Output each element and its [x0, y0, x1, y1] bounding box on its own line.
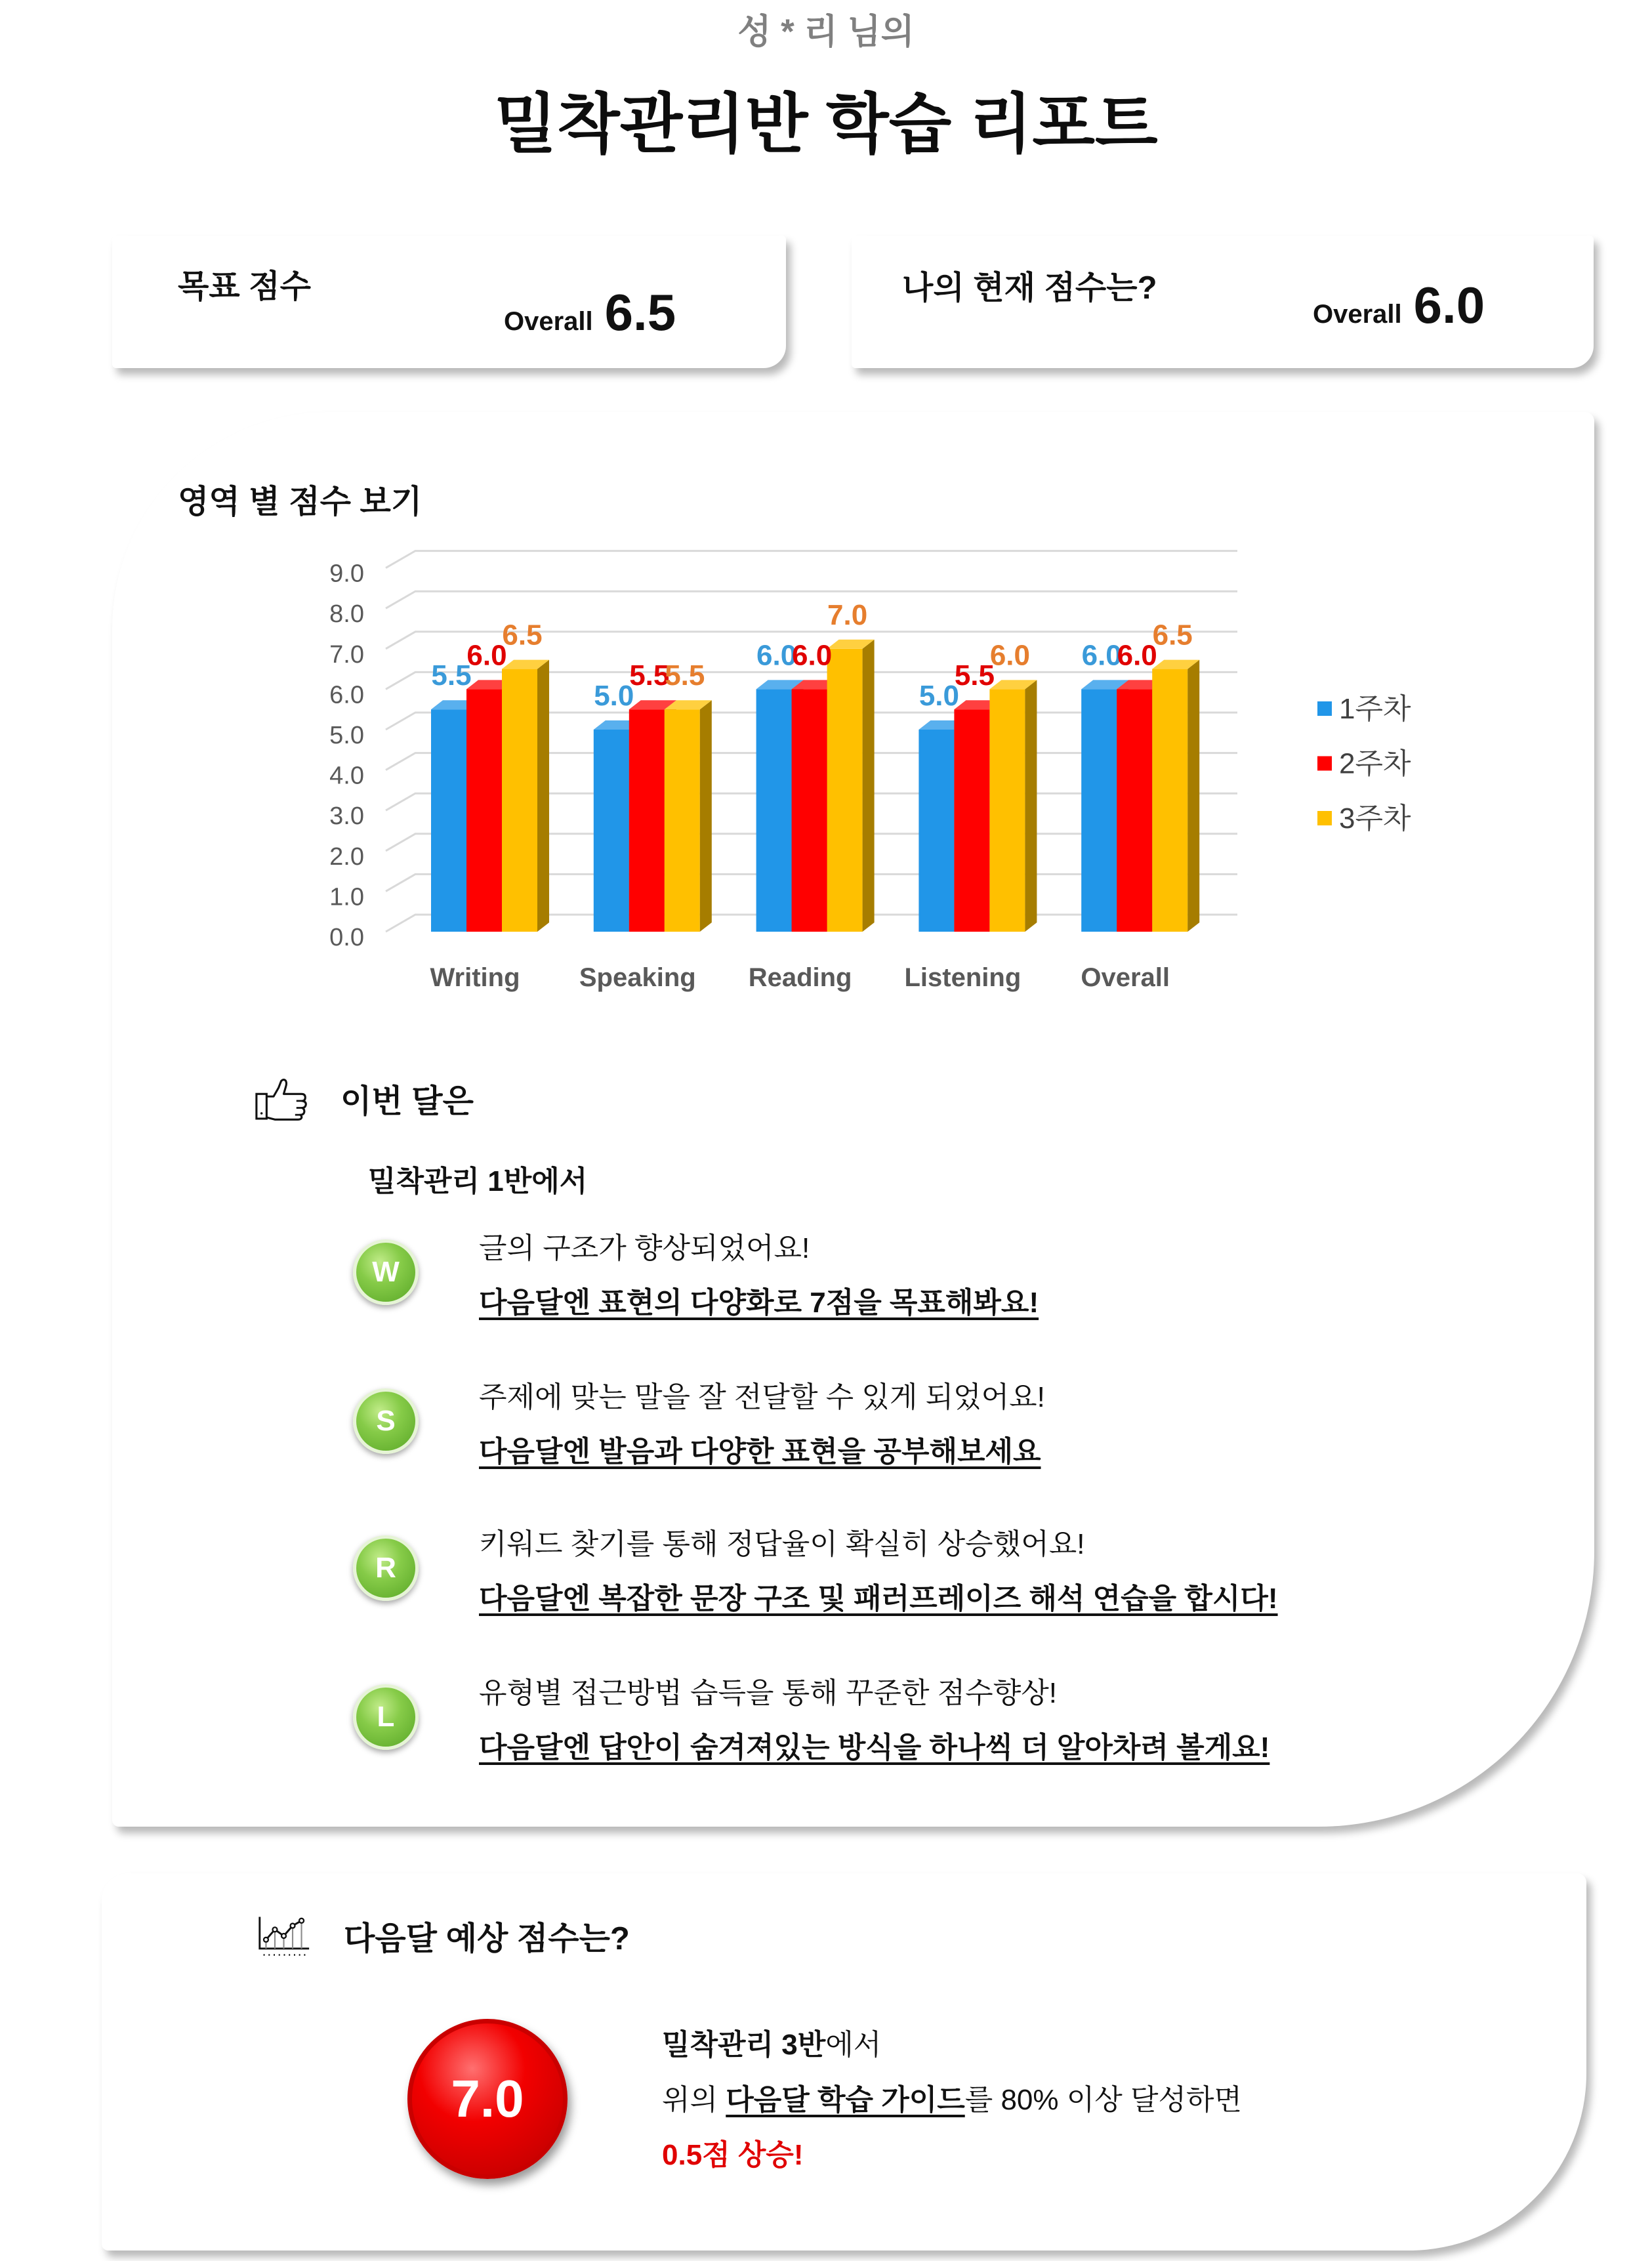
- feedback-comment: 주제에 맞는 말을 잘 전달할 수 있게 되었어요!: [479, 1381, 1045, 1413]
- legend-label: 2주차: [1339, 747, 1411, 780]
- data-label: 5.5: [629, 659, 670, 692]
- data-label: 6.0: [1081, 639, 1122, 672]
- bar-side: [537, 660, 549, 932]
- scores-section-title: 영역 별 점수 보기: [178, 484, 423, 520]
- next-class-name: 밀착관리 3반: [662, 2029, 826, 2061]
- feedback-comment: 글의 구조가 향상되었어요!: [479, 1232, 810, 1264]
- legend-label: 1주차: [1339, 693, 1411, 725]
- feedback-goal: 다음달엔 발음과 다양한 표현을 공부해보세요: [479, 1436, 1041, 1468]
- y-tick-label: 1.0: [329, 883, 364, 911]
- target-overall-label: Overall: [504, 307, 593, 336]
- target-overall: [504, 283, 676, 341]
- bar-side: [1025, 680, 1037, 932]
- bar-front: [629, 709, 665, 932]
- data-label: 5.0: [919, 680, 959, 712]
- bar-front: [756, 689, 792, 932]
- bar-overall-series-3: [1152, 660, 1199, 932]
- current-score-label: 나의 현재 점수는?: [902, 270, 1157, 306]
- target-score-card: [112, 236, 786, 368]
- bar-front: [1152, 669, 1187, 932]
- feedback-item-speaking: [353, 1370, 1567, 1488]
- next-month-line1: [662, 2018, 1242, 2073]
- bar-front: [502, 669, 537, 932]
- x-category-label: Listening: [904, 963, 1022, 992]
- bar-side: [1187, 660, 1199, 932]
- bar-front: [466, 689, 502, 932]
- bar-reading-series-3: [827, 640, 875, 932]
- data-label: 6.0: [466, 639, 507, 672]
- feedback-text: [479, 1221, 1039, 1330]
- gridline: [386, 591, 1237, 608]
- current-overall-score: 6.0: [1413, 276, 1485, 334]
- feedback-goal: 다음달엔 답안이 숨겨져있는 방식을 하나씩 더 알아차려 볼게요!: [479, 1732, 1270, 1764]
- next-month-line2: [662, 2073, 1242, 2128]
- y-tick-label: 4.0: [329, 762, 364, 790]
- y-tick-label: 0.0: [329, 924, 364, 951]
- bar-front: [827, 649, 863, 932]
- feedback-item-reading: [353, 1517, 1567, 1635]
- scores-section-card: [112, 412, 1594, 1827]
- feedback-text: [479, 1370, 1045, 1479]
- bar-front: [665, 709, 700, 932]
- bar-front: [919, 730, 954, 932]
- reading-badge: R: [353, 1535, 419, 1601]
- y-tick-label: 6.0: [329, 681, 364, 709]
- legend-swatch: [1317, 701, 1332, 716]
- bar-front: [1081, 689, 1117, 932]
- bar-front: [792, 689, 827, 932]
- bar-side: [700, 700, 712, 932]
- bar-writing-series-3: [502, 660, 549, 932]
- current-overall-label: Overall: [1313, 300, 1402, 329]
- data-label: 5.5: [431, 659, 472, 692]
- data-label: 6.0: [792, 639, 833, 672]
- speaking-badge: S: [353, 1388, 419, 1454]
- y-tick-label: 3.0: [329, 802, 364, 831]
- data-label: 6.0: [756, 639, 797, 672]
- next-class-suffix: 에서: [825, 2029, 882, 2061]
- score-increase-text: 0.5점 상승!: [662, 2139, 804, 2171]
- guide-suffix: 를 80% 이상 달성하면: [964, 2084, 1242, 2116]
- current-score-card: [852, 236, 1594, 368]
- y-tick-label: 5.0: [329, 722, 364, 749]
- score-chart: [289, 525, 1470, 1024]
- y-tick-label: 9.0: [329, 560, 364, 588]
- feedback-comment: 유형별 접근방법 습득을 통해 꾸준한 점수향상!: [479, 1677, 1057, 1709]
- feedback-text: [479, 1517, 1278, 1626]
- legend-swatch: [1317, 811, 1332, 825]
- bar-side: [863, 640, 875, 932]
- bar-front: [954, 709, 989, 932]
- page-title: 밀착관리반 학습 리포트: [494, 87, 1158, 160]
- next-month-card: [102, 1873, 1586, 2251]
- data-label: 5.5: [665, 659, 705, 692]
- data-label: 6.0: [1117, 639, 1157, 672]
- y-axis-labels: [329, 560, 364, 951]
- x-category-label: Speaking: [579, 963, 696, 992]
- thumbs-up-icon: [255, 1077, 310, 1121]
- guide-prefix: 위의: [662, 2084, 726, 2116]
- legend-label: 3주차: [1339, 802, 1411, 835]
- class-label: 밀착관리 1반에서: [368, 1165, 588, 1197]
- gridline: [386, 551, 1237, 568]
- data-label: 6.0: [989, 639, 1030, 672]
- bar-front: [431, 709, 466, 932]
- x-category-label: Reading: [748, 963, 852, 992]
- data-label: 5.5: [954, 659, 995, 692]
- y-tick-label: 7.0: [329, 640, 364, 669]
- feedback-goal: 다음달엔 표현의 다양화로 7점을 목표해봐요!: [479, 1287, 1039, 1319]
- legend-swatch: [1317, 757, 1332, 771]
- bar-front: [1117, 689, 1152, 932]
- data-label: 6.5: [1152, 619, 1193, 652]
- data-label: 6.5: [502, 619, 543, 652]
- y-tick-label: 8.0: [329, 600, 364, 629]
- next-month-text: [662, 2018, 1242, 2183]
- current-overall: [1313, 276, 1485, 334]
- feedback-item-writing: [353, 1221, 1567, 1339]
- target-overall-score: 6.5: [604, 283, 676, 341]
- next-month-title: 다음달 예상 점수는?: [344, 1921, 630, 1957]
- x-category-label: Writing: [430, 963, 520, 992]
- x-axis-labels: [430, 963, 1170, 992]
- student-name: 성 * 리 님의: [737, 12, 915, 51]
- y-tick-label: 2.0: [329, 842, 364, 871]
- chart-legend: [1317, 693, 1411, 835]
- this-month-title: 이번 달은: [341, 1084, 474, 1119]
- bar-listening-series-3: [989, 680, 1037, 932]
- bar-front: [989, 689, 1025, 932]
- study-guide-text: 다음달 학습 가이드: [726, 2084, 965, 2116]
- bars: [431, 640, 1199, 932]
- feedback-goal: 다음달엔 복잡한 문장 구조 및 패러프레이즈 해석 연습을 합시다!: [479, 1583, 1278, 1615]
- feedback-comment: 키워드 찾기를 통해 정답율이 확실히 상승했어요!: [479, 1528, 1085, 1560]
- line-chart-icon: [256, 1914, 312, 1958]
- bar-speaking-series-3: [665, 700, 712, 932]
- target-score-label: 목표 점수: [178, 269, 311, 304]
- feedback-text: [479, 1666, 1270, 1775]
- bar-front: [594, 730, 629, 932]
- x-category-label: Overall: [1081, 963, 1170, 992]
- writing-badge: W: [353, 1239, 419, 1305]
- listening-badge: L: [353, 1684, 419, 1750]
- data-label: 5.0: [594, 680, 634, 712]
- predicted-score-circle: 7.0: [407, 2019, 568, 2179]
- data-label: 7.0: [827, 598, 868, 631]
- feedback-item-listening: [353, 1666, 1567, 1784]
